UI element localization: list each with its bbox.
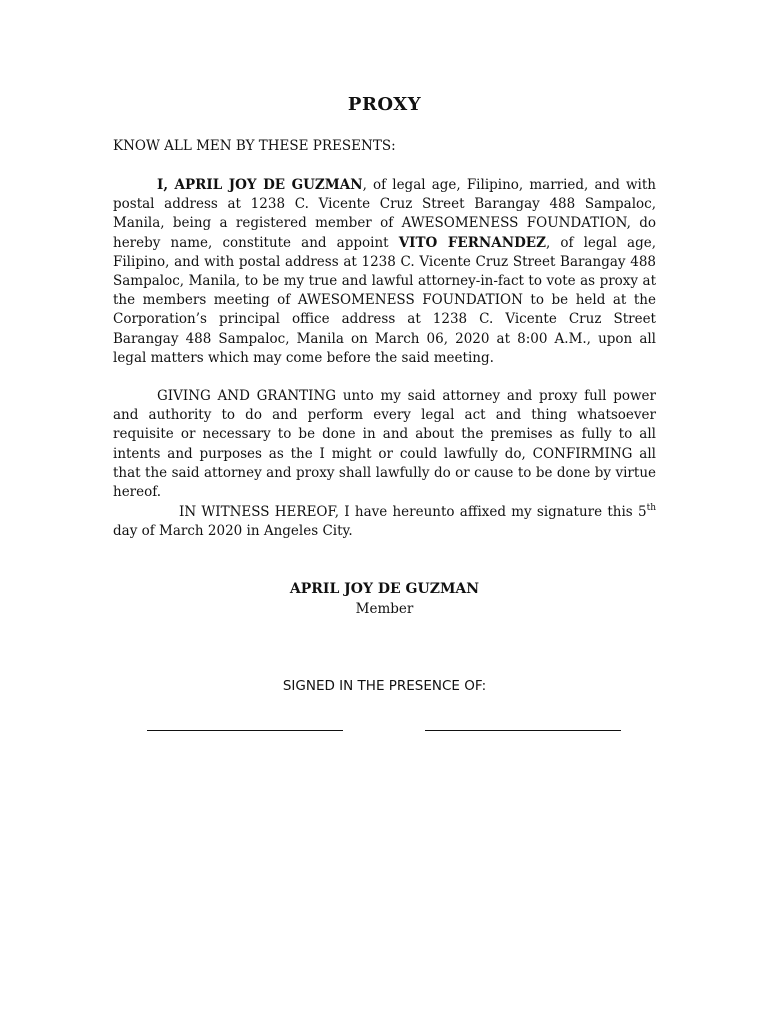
document-title: PROXY xyxy=(347,94,422,115)
appointment-text-b: , of legal age, Filipino, and with postal address at 1238 C. Vicente Cruz Street Barangay 488 Sampaloc, Manila, to be my true and lawful attorney-in-fact to vote as proxy at the members meeting of AWESOMENESS FOUNDATION to be held at the Corporation’s principal office address at 1238 C. Vicente Cruz Street Barangay 488 Sampaloc, Manila on March 06, 2020 at 8:00 A.M., upon all legal matters which may come before the said meeting. xyxy=(113,234,657,366)
appointment-paragraph xyxy=(113,176,656,368)
signatory-name: APRIL JOY DE GUZMAN xyxy=(289,581,480,597)
signatory-role: Member xyxy=(355,601,414,617)
appointment-text-a: , of legal age, Filipino, married, and with postal address at 1238 C. Vicente Cruz Street Barangay 488 Sampaloc, Manila, being a registered member of AWESOMENESS FOUNDATION, do hereby name, constitute and appoint xyxy=(113,177,656,251)
witness-text-a: IN WITNESS HEREOF, I have hereunto affixed my signature this 5 xyxy=(179,504,647,520)
witness-text-b: day of March 2020 in Angeles City. xyxy=(113,523,353,540)
witness-signature-line-right xyxy=(425,730,621,731)
witness-paragraph xyxy=(113,503,656,541)
principal-name: I, APRIL JOY DE GUZMAN xyxy=(157,177,363,193)
witness-signature-line-left xyxy=(147,730,343,731)
preamble-text: KNOW ALL MEN BY THESE PRESENTS: xyxy=(113,138,396,154)
granting-paragraph: GIVING AND GRANTING unto my said attorney and proxy full power and authority to do and perform every legal act and thing whatsoever requisite or necessary to be done in and about the premises as fully to all intents and purposes as the I might or could lawfully do, CONFIRMING all that the said attorney and proxy shall lawfully do or cause to be done by virtue hereof. xyxy=(113,388,656,501)
day-ordinal-suffix: th xyxy=(646,502,656,513)
witness-heading: SIGNED IN THE PRESENCE OF: xyxy=(282,678,487,694)
attorney-name: VITO FERNANDEZ xyxy=(398,234,546,251)
